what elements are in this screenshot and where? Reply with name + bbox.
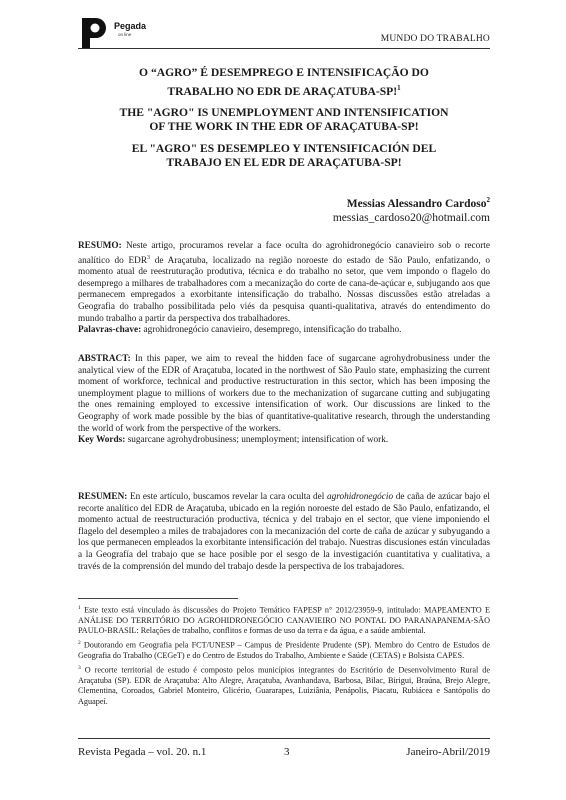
resumen-text-b: de caña de azúcar bajo el recorte analítico del EDR de Araçatuba, ubicado en la región noroeste del estado de São Paulo, enfatizando, el momento actual de reestructuración productiva, técnica y del trabajo en el sector, que viene imponiendo el flagelo del desempleo a miles de trabajadores con la mecanización del corte de caña de azúcar y subyugando a los que permanecen empleados la exorbitante intensificación del trabajo. Nuestras discusiones están vinculadas a la Geografía del trabajo que se hace posible por el sesgo de la investigación cuantitativa y cualitativa, a través de la comprensión del mundo del trabajo desde la perspectiva de los trabajadores. [78, 492, 490, 572]
journal-logo [78, 14, 158, 50]
footnote-ref-2[interactable]: 2 [486, 196, 490, 204]
article-titles [78, 66, 490, 171]
title-english [78, 106, 490, 135]
keywords-label-pt: Palavras-chave: [78, 325, 142, 336]
author-block [333, 193, 490, 225]
page-header [78, 14, 490, 50]
resumen-text-a: En este artículo, buscamos revelar la cara oculta del [127, 492, 327, 502]
title-en-line1: THE "AGRO" IS UNEMPLOYMENT AND INTENSIFICATION [119, 105, 449, 119]
footnote-1 [78, 603, 490, 637]
resumo-keywords [78, 325, 490, 337]
abstract-text: In this paper, we aim to reveal the hidden face of sugarcane agrohydrobusiness under the analytical view of the EDR of Araçatuba, located in the northwest of São Paulo state, emphasizing the current moment of workforce, technical and productive restructuration in this sector, which has been imposing the unemployment plague to millions of workers due to the mechanization of sugarcane cutting and subjugating the ones remaining employed to excessive intensification of work. Our discussions are linked to the Geography of work made possible by the bias of quantitative-qualitative research, through the understanding the world of work from the perspective of the workers. [78, 354, 490, 434]
footer-date: Janeiro-Abril/2019 [406, 746, 490, 758]
title-pt-line2-text: TRABALHO NO EDR DE ARAÇATUBA-SP! [167, 84, 398, 98]
resumo-paragraph [78, 241, 490, 325]
keywords-label-en: Key Words: [78, 435, 126, 446]
resumen-section [78, 492, 490, 573]
pegada-logo-icon [78, 14, 118, 50]
footnote-3-text: O recorte territorial de estudo é composto pelos municípios integrantes do Escritório de Desenvolvimento Rural de Araçatuba (SP). EDR de Araçatuba: Alto Alegre, Araçatuba, Avanhandava, Barbosa, Bilac, Birigui, Braúna, Brejo Alegre, Clementina, Coroados, Gabriel Monteiro, Glicério, Guararapes, Luiziânia, Penápolis, Piacatu, Rubiácea e Santópolis do Aguapeí. [78, 665, 490, 706]
abstract-paragraph [78, 354, 490, 435]
footer-page-number: 3 [284, 746, 290, 758]
title-en-line2: OF THE WORK IN THE EDR OF ARAÇATUBA-SP! [149, 120, 419, 134]
footnotes [78, 603, 490, 708]
author-email[interactable]: messias_cardoso20@hotmail.com [332, 211, 490, 224]
logo-subtitle: on line [118, 32, 132, 37]
footnote-2-text: Doutorando em Geografia pela FCT/UNESP – Campus de Presidente Prudente (SP). Membro do Centro de Estudos de Geografia do Trabalho (CEGeT) e do Centro de Estudos do Trabalho, Ambiente e Saúde (CETAS) e Bolsista CAPES. [78, 640, 490, 661]
page-footer [78, 738, 490, 758]
footnote-2 [78, 638, 490, 661]
abstract-keywords [78, 435, 490, 447]
resumo-section [78, 241, 490, 337]
footnote-1-text: Este texto está vinculado às discussões do Projeto Temático FAPESP n° 2012/23959-9, intitulado: MAPEAMENTO E ANÁLISE DO TERRITÓRIO DO AGROHIDRONEGÓCIO CANAVIEIRO NO PONTAL DO PARANAPANEMA-SÃO PAULO-BRASIL: Relações de trabalho, conflitos e formas de uso da terra e da água, e a saúde ambiental. [78, 605, 490, 636]
footnote-ref-3[interactable]: 3 [147, 254, 151, 261]
resumen-paragraph [78, 492, 490, 573]
footer-journal: Revista Pegada – vol. 20. n.1 [78, 746, 207, 758]
title-spanish [78, 142, 490, 171]
keywords-text-en: sugarcane agrohydrobusiness; unemployment; intensification of work. [125, 435, 389, 446]
title-pt-line2 [78, 81, 490, 99]
resumen-italic-term: agrohidronegócio [326, 492, 394, 502]
resumen-label: RESUMEN: [78, 492, 128, 502]
resumo-text-b: de Araçatuba, localizado na região noroeste do estado de São Paulo, enfatizando, o momento atual de reestruturação produtiva, técnica e do trabalho no setor, que vem impondo o flagelo do desemprego a milhares de trabalhadores com a mecanização do corte de cana-de-açúcar e, subjugando aos que permanecem empregados a exorbitante intensificação do trabalho. Nossas discussões estão atreladas a Geografia do trabalho possibilitada pelo viés da pesquisa quanti-qualitativa, através do entendimento do mundo trabalho a partir da perspectiva dos trabalhadores. [78, 255, 490, 324]
title-portuguese [78, 66, 490, 99]
title-pt-line1: O “AGRO” É DESEMPREGO E INTENSIFICAÇÃO DO [139, 66, 429, 79]
title-es-line2: TRABAJO EN EL EDR DE ARAÇATUBA-SP! [166, 156, 402, 170]
author-name-text: Messias Alessandro Cardoso [346, 197, 487, 210]
keywords-text-pt: agrohidronegócio canavieiro, desemprego, intensificação do trabalho. [141, 325, 402, 336]
footnote-2-number: 2 [78, 640, 81, 647]
section-name: MUNDO DO TRABALHO [380, 34, 490, 44]
footnote-3-number: 3 [78, 664, 81, 671]
resumo-label: RESUMO: [78, 241, 122, 251]
title-es-line1: EL "AGRO" ES DESEMPLEO Y INTENSIFICACIÓN DEL [131, 141, 437, 155]
footnote-1-number: 1 [78, 605, 81, 611]
abstract-section [78, 354, 490, 447]
logo-name: Pegada [114, 21, 147, 31]
resumo-text-a: Neste artigo, procuramos revelar a face oculta do agrohidronegócio canavieiro sob o recorte analítico do EDR [78, 241, 490, 266]
header-divider [78, 48, 490, 49]
footnote-3 [78, 663, 490, 707]
footnote-divider [78, 598, 238, 599]
footnote-ref-1[interactable]: 1 [397, 83, 401, 92]
abstract-label: ABSTRACT: [78, 354, 131, 364]
author-name [333, 193, 490, 211]
